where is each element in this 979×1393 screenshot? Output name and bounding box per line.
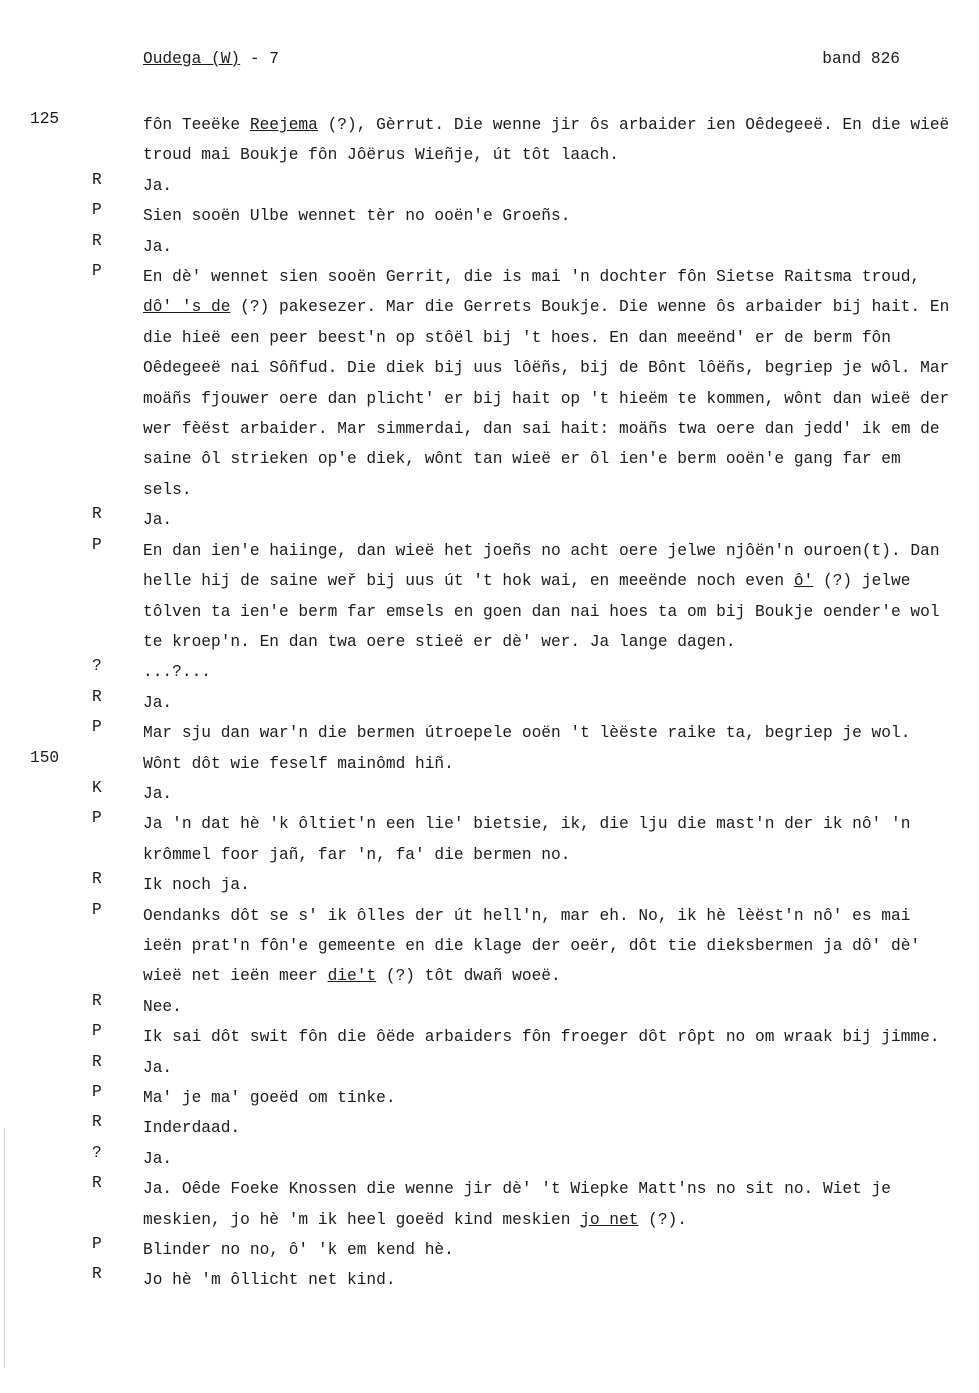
transcript xyxy=(0,110,979,1296)
speaker-label: ? xyxy=(92,1143,102,1162)
speaker-label: R xyxy=(92,1174,102,1193)
utterance-text xyxy=(143,870,958,900)
transcript-row xyxy=(0,262,979,505)
transcript-row xyxy=(0,1083,979,1113)
text-segment: Ja. xyxy=(143,511,173,530)
text-segment: Ja. Oêde Foeke Knossen die wenne jir dè' 't Wiepke Matt'ns no sit no. Wiet je meskien, jo hè 'm ik heel goeëd kind meskien xyxy=(143,1180,891,1229)
text-segment: (?). xyxy=(638,1210,688,1229)
utterance-text xyxy=(143,1265,958,1295)
utterance-text xyxy=(143,901,958,992)
line-number: 125 xyxy=(30,110,60,128)
utterance-text xyxy=(143,688,958,718)
utterance-text xyxy=(143,992,958,1022)
transcript-row xyxy=(0,779,979,809)
header-page-suffix: - 7 xyxy=(240,50,280,68)
underlined-uncertain-word: jo net xyxy=(580,1210,639,1229)
transcript-row xyxy=(0,171,979,201)
speaker-label: R xyxy=(92,991,102,1010)
transcript-row xyxy=(0,110,979,171)
utterance-text xyxy=(143,1235,958,1265)
text-segment: Jo hè 'm ôllicht net kind. xyxy=(143,1271,396,1290)
utterance-text xyxy=(143,1053,958,1083)
text-segment: Nee. xyxy=(143,997,182,1016)
transcript-row xyxy=(0,232,979,262)
text-segment: Ja 'n dat hè 'k ôltiet'n een lie' bietsie, ik, die lju die mast'n der ik nô' 'n krômmel foor jañ, far 'n, fa' die bermen no. xyxy=(143,815,911,864)
text-segment: Ja. xyxy=(143,237,173,256)
header-title-group xyxy=(143,50,279,68)
header-band: band 826 xyxy=(822,50,900,68)
utterance-text xyxy=(143,657,958,687)
page-header xyxy=(143,50,900,68)
utterance-text xyxy=(143,1174,958,1235)
text-segment: (?), Gèrrut. Die wenne jir ôs arbaider ien Oêdegeeë. En die wieë troud mai Boukje fôn Jôërus Wieñje, út tôt laach. xyxy=(143,116,950,165)
text-segment: Ik noch ja. xyxy=(143,876,250,895)
speaker-label: P xyxy=(92,900,102,919)
text-segment: Ja. xyxy=(143,693,173,712)
speaker-label: P xyxy=(92,535,102,554)
text-segment: (?) pakesezer. Mar die Gerrets Boukje. Die wenne ôs arbaider bij hait. En die hieë een peer beest'n op stôël bij 't hoes. En dan meeënd' er de berm fôn Oêdegeeë nai Sôñfud. Die diek bij uus lôëñs, bij de Bônt lôëñs, begriep je wôl. Mar moäñs fjouwer oere dan plicht' er bij hait op 't hieëm te kommen, wônt dan wieë der wer fèëst arbaider. Mar simmerdai, dan sai hait: moäñs twa oere dan jedd' ik em de saine ôl strieken op'e diek, wônt tan wieë er ôl ien'e berm ooën'e gang far em sels. xyxy=(143,298,950,499)
transcript-row xyxy=(0,1174,979,1235)
transcript-row xyxy=(0,688,979,718)
text-segment: Ja. xyxy=(143,784,173,803)
line-number: 150 xyxy=(30,748,60,767)
text-segment: Ja. xyxy=(143,176,173,195)
text-segment: Ja. xyxy=(143,1149,173,1168)
speaker-label: P xyxy=(92,1083,102,1101)
transcript-row xyxy=(0,1235,979,1265)
text-segment: Ik sai dôt swit fôn die ôëde arbaiders fôn froeger dôt rôpt no om wraak bij jimme. xyxy=(143,1028,940,1047)
transcript-row xyxy=(0,870,979,900)
speaker-label: P xyxy=(92,809,102,828)
text-segment: (?) jelwe tôlven ta ien'e berm far emsels en goen dan nai hoes ta om bij Boukje oender'e wol te kroep'n. En dan twa oere stieë er dè' wer. Ja lange dagen. xyxy=(143,572,940,651)
utterance-text xyxy=(143,110,958,171)
text-segment: (?) tôt dwañ woeë. xyxy=(376,967,561,986)
text-segment: Blinder no no, ô' 'k em kend hè. xyxy=(143,1241,454,1260)
transcript-row xyxy=(0,1144,979,1174)
speaker-label: R xyxy=(92,505,102,524)
utterance-text xyxy=(143,536,958,658)
utterance-text xyxy=(143,171,958,201)
speaker-label: ? xyxy=(92,657,102,676)
utterance-text xyxy=(143,1083,958,1113)
utterance-text xyxy=(143,718,958,748)
speaker-label: P xyxy=(92,1235,102,1254)
utterance-text xyxy=(143,1022,958,1052)
underlined-uncertain-word: Reejema xyxy=(249,116,318,134)
speaker-label: R xyxy=(92,870,102,889)
utterance-text xyxy=(143,779,958,809)
header-title: Oudega (W) xyxy=(143,50,241,68)
underlined-uncertain-word: die't xyxy=(327,967,377,986)
text-segment: ...?... xyxy=(143,663,211,682)
transcript-row xyxy=(0,1022,979,1052)
speaker-label: R xyxy=(92,170,102,189)
speaker-label: R xyxy=(92,231,102,250)
transcript-row xyxy=(0,718,979,748)
text-segment: Ja. xyxy=(143,1058,173,1077)
speaker-label: P xyxy=(92,201,102,220)
text-segment: Mar sju dan war'n die bermen útroepele ooën 't lèëste raike ta, begriep je wol. xyxy=(143,724,911,743)
speaker-label: R xyxy=(92,1265,102,1284)
utterance-text xyxy=(143,1113,958,1143)
transcript-row xyxy=(0,992,979,1022)
underlined-uncertain-word: ô' xyxy=(793,572,814,591)
text-segment: Wônt dôt wie feself mainômd hiñ. xyxy=(143,754,454,773)
utterance-text xyxy=(143,1144,958,1174)
speaker-label: P xyxy=(92,1022,102,1041)
speaker-label: R xyxy=(92,687,102,706)
transcript-row xyxy=(0,1053,979,1083)
transcript-row xyxy=(0,536,979,658)
speaker-label: P xyxy=(92,262,102,281)
margin-rule xyxy=(4,1128,5,1368)
text-segment: Inderdaad. xyxy=(143,1119,241,1138)
speaker-label: R xyxy=(92,1113,102,1132)
text-segment: En dè' wennet sien sooën Gerrit, die is mai 'n dochter fôn Sietse Raitsma troud, xyxy=(143,268,921,287)
speaker-label: P xyxy=(92,718,102,737)
utterance-text xyxy=(143,201,958,231)
text-segment: En dan ien'e haiinge, dan wieë het joeñs no acht oere jelwe njôën'n ouroen(t). Dan helle hij de saine weř bij uus út 't hok wai, en meeënde noch even xyxy=(143,541,940,591)
utterance-text xyxy=(143,749,958,779)
transcript-row xyxy=(0,749,979,779)
utterance-text xyxy=(143,505,958,535)
utterance-text xyxy=(143,809,958,870)
text-segment: fôn Teeëke xyxy=(143,116,250,134)
transcript-row xyxy=(0,901,979,992)
speaker-label: R xyxy=(92,1052,102,1071)
transcript-row xyxy=(0,201,979,231)
utterance-text xyxy=(143,232,958,262)
transcript-row xyxy=(0,1265,979,1295)
text-segment: Sien sooën Ulbe wennet tèr no ooën'e Groeñs. xyxy=(143,207,571,226)
underlined-uncertain-word: dô' 's de xyxy=(143,298,231,317)
transcript-row xyxy=(0,809,979,870)
text-segment: Ma' je ma' goeëd om tinke. xyxy=(143,1089,396,1107)
transcript-row xyxy=(0,657,979,687)
transcript-row xyxy=(0,1113,979,1143)
speaker-label: K xyxy=(92,778,102,797)
transcript-row xyxy=(0,505,979,535)
text-segment: Oendanks dôt se s' ik ôlles der út hell'n, mar eh. No, ik hè lèëst'n nô' es mai ieën prat'n fôn'e gemeente en die klage der oeër, dôt tie dieksbermen ja dô' dè' wieë net ieën meer xyxy=(143,906,921,986)
utterance-text xyxy=(143,262,958,505)
